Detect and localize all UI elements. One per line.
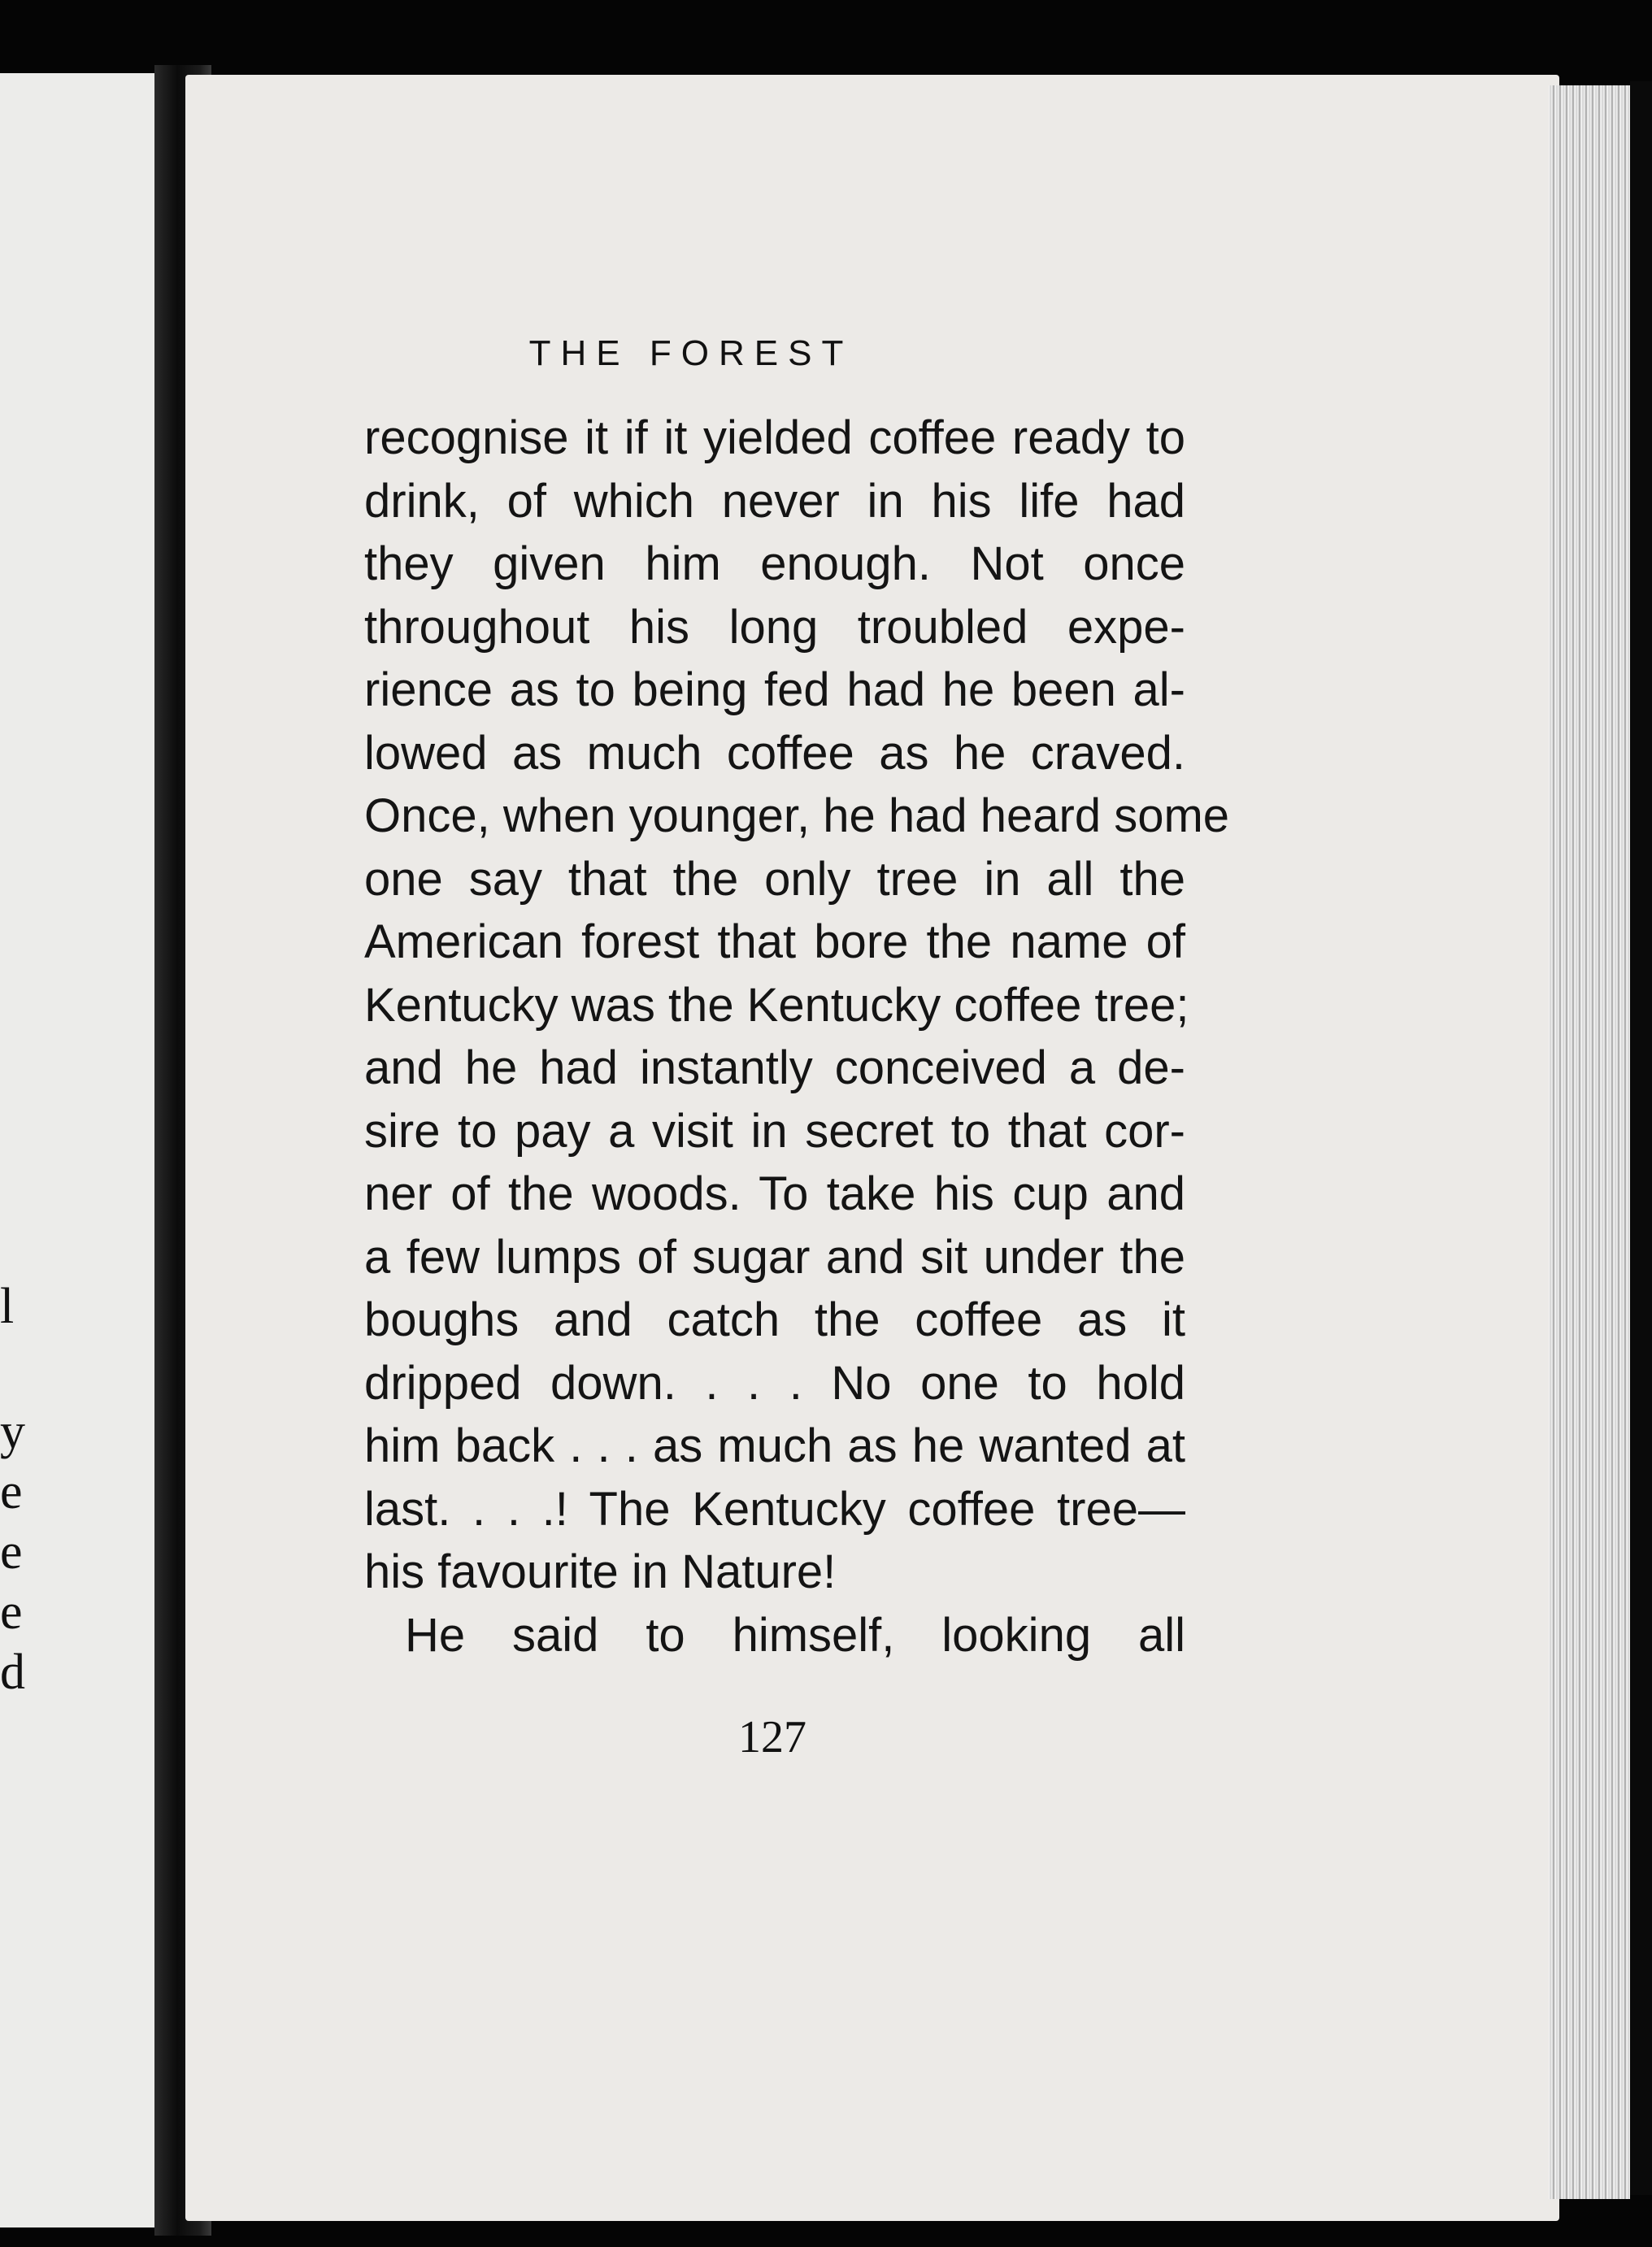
text-line: last. . . .! The Kentucky coffee tree—: [364, 1482, 1185, 1536]
text-line: American forest that bore the name of: [364, 915, 1185, 968]
text-line: boughs and catch the coffee as it: [364, 1293, 1185, 1346]
running-head: THE FOREST: [528, 333, 854, 373]
page-edge-shadow: [1630, 81, 1652, 2195]
left-fragment-line: e: [0, 1584, 23, 1640]
text-line: and he had instantly conceived a de-: [364, 1041, 1185, 1094]
left-page-text-fragments: [0, 1276, 33, 1702]
text-line: ner of the woods. To take his cup and: [364, 1167, 1185, 1220]
left-fragment-line: e: [0, 1464, 23, 1519]
left-fragment-line: y: [0, 1404, 25, 1459]
text-line: dripped down. . . . No one to hold: [364, 1356, 1185, 1410]
left-fragment-line: l: [0, 1279, 15, 1334]
text-line: him back . . . as much as he wanted at: [364, 1419, 1185, 1472]
text-line: recognise it if it yielded coffee ready to: [364, 411, 1185, 464]
text-line: one say that the only tree in all the: [364, 852, 1185, 906]
text-line: throughout his long troubled expe-: [364, 600, 1185, 654]
text-line: his favourite in Nature!: [364, 1545, 837, 1598]
page-number: 127: [738, 1712, 806, 1762]
text-line: He said to himself, looking all: [405, 1608, 1185, 1662]
left-facing-page: [0, 73, 159, 2227]
page-edge-stack: [1549, 85, 1630, 2199]
text-line: rience as to being fed had he been al-: [364, 663, 1185, 716]
text-line: a few lumps of sugar and sit under the: [364, 1230, 1185, 1284]
text-line: drink, of which never in his life had: [364, 474, 1185, 528]
text-line: Once, when younger, he had heard some: [364, 789, 1230, 842]
text-line: sire to pay a visit in secret to that cor-: [364, 1104, 1185, 1158]
left-fragment-line: d: [0, 1645, 25, 1700]
left-fragment-line: e: [0, 1524, 23, 1580]
text-line: lowed as much coffee as he craved.: [364, 726, 1185, 780]
text-line: Kentucky was the Kentucky coffee tree;: [364, 978, 1189, 1032]
left-fragment-line: [0, 1336, 33, 1402]
body-text: [364, 406, 1230, 1667]
text-line: they given him enough. Not once: [364, 537, 1185, 590]
